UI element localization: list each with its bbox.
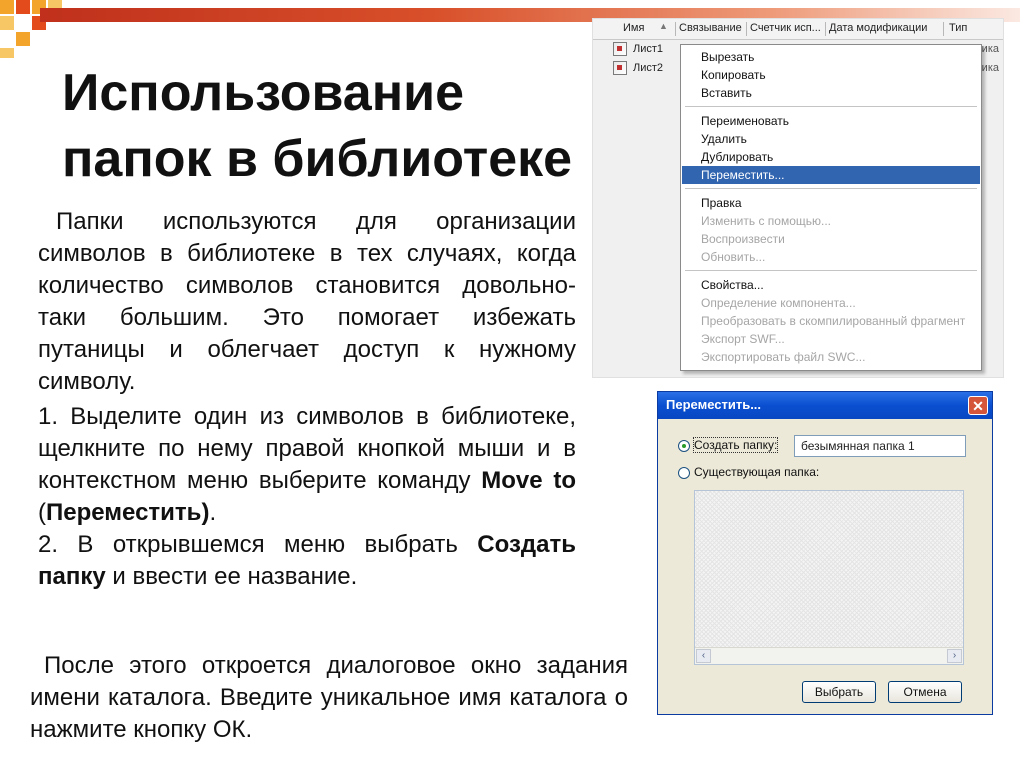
step1-bold-translation: Переместить) — [46, 499, 210, 526]
menu-item-move[interactable]: Переместить... — [682, 166, 980, 184]
menu-item-update[interactable]: Обновить... — [701, 250, 766, 264]
column-header — [593, 19, 1003, 40]
menu-item-paste[interactable]: Вставить — [701, 86, 752, 100]
menu-separator — [685, 270, 977, 271]
menu-separator — [685, 188, 977, 189]
column-type[interactable]: Тип — [949, 22, 968, 34]
row-type: ика — [981, 43, 999, 55]
library-row[interactable] — [613, 61, 663, 79]
new-folder-radio[interactable] — [678, 440, 690, 452]
slide-title: Использование папок в библиотеке — [62, 64, 573, 188]
menu-item-export-swc[interactable]: Экспортировать файл SWC... — [701, 350, 866, 364]
sort-arrow-icon: ▲ — [659, 21, 668, 31]
menu-item-edit[interactable]: Правка — [701, 196, 742, 210]
step2-bold: Создать папку — [38, 531, 576, 590]
step1-bold-command: Move to — [481, 467, 576, 494]
horizontal-scrollbar[interactable] — [695, 647, 963, 664]
close-icon[interactable]: ✕ — [968, 396, 988, 415]
context-menu — [680, 44, 982, 371]
step1-text: 1. Выделите один из символов в библиотеке, щелкните по нему правой кнопкой мыши и в контекстном меню выберите команду — [38, 403, 576, 494]
menu-item-edit-with[interactable]: Изменить с помощью... — [701, 214, 832, 228]
library-row[interactable] — [613, 42, 663, 60]
intro-paragraph: Папки используются для организации символов в библиотеке в тех случаях, когда количество символов становится довольно-таки большим. Это помогает избежать путаницы и облегчает доступ к нужному символу. — [38, 208, 576, 395]
select-button[interactable]: Выбрать — [802, 681, 876, 703]
menu-separator — [685, 106, 977, 107]
menu-item-delete[interactable]: Удалить — [701, 132, 747, 146]
cancel-button[interactable]: Отмена — [888, 681, 962, 703]
menu-item-play[interactable]: Воспроизвести — [701, 232, 785, 246]
menu-item-export-swf[interactable]: Экспорт SWF... — [701, 332, 785, 346]
step2-end: и ввести ее название. — [105, 563, 358, 590]
dialog-titlebar[interactable] — [658, 392, 992, 419]
row-type: ика — [981, 62, 999, 74]
folder-tree[interactable] — [694, 490, 964, 665]
outro-paragraph: После этого откроется диалоговое окно задания имени каталога. Введите уникальное имя каталога о нажмите кнопку ОК. — [30, 652, 628, 743]
step1-end: . — [209, 499, 217, 526]
step2-text: 2. В открывшемся меню выбрать — [38, 531, 478, 558]
menu-item-cut[interactable]: Вырезать — [701, 50, 755, 64]
step1-mid: ( — [38, 499, 46, 526]
row-name: Лист1 — [633, 43, 664, 55]
column-date[interactable]: Дата модификации — [829, 22, 928, 34]
menu-item-copy[interactable]: Копировать — [701, 68, 766, 82]
column-usage[interactable]: Счетчик исп... — [750, 22, 821, 34]
menu-item-properties[interactable]: Свойства... — [701, 278, 764, 292]
steps-paragraph — [38, 401, 576, 593]
scroll-left-icon[interactable]: ‹ — [696, 649, 711, 663]
new-folder-label[interactable]: Создать папку: — [694, 438, 778, 452]
new-folder-name-input[interactable] — [794, 435, 966, 457]
existing-folder-radio[interactable] — [678, 467, 690, 479]
row-name: Лист2 — [633, 62, 664, 74]
graphic-symbol-icon — [613, 42, 627, 56]
menu-item-component-definition[interactable]: Определение компонента... — [701, 296, 856, 310]
column-name[interactable]: Имя — [623, 22, 645, 34]
graphic-symbol-icon — [613, 61, 627, 75]
menu-item-rename[interactable]: Переименовать — [701, 114, 789, 128]
move-dialog — [657, 391, 993, 715]
menu-item-duplicate[interactable]: Дублировать — [701, 150, 774, 164]
menu-item-convert-compiled-clip[interactable]: Преобразовать в скомпилированный фрагмент — [701, 314, 966, 328]
column-link[interactable]: Связывание — [679, 22, 742, 34]
dialog-title: Переместить... — [666, 397, 762, 412]
existing-folder-label[interactable]: Существующая папка: — [694, 465, 820, 479]
scroll-right-icon[interactable]: › — [947, 649, 962, 663]
